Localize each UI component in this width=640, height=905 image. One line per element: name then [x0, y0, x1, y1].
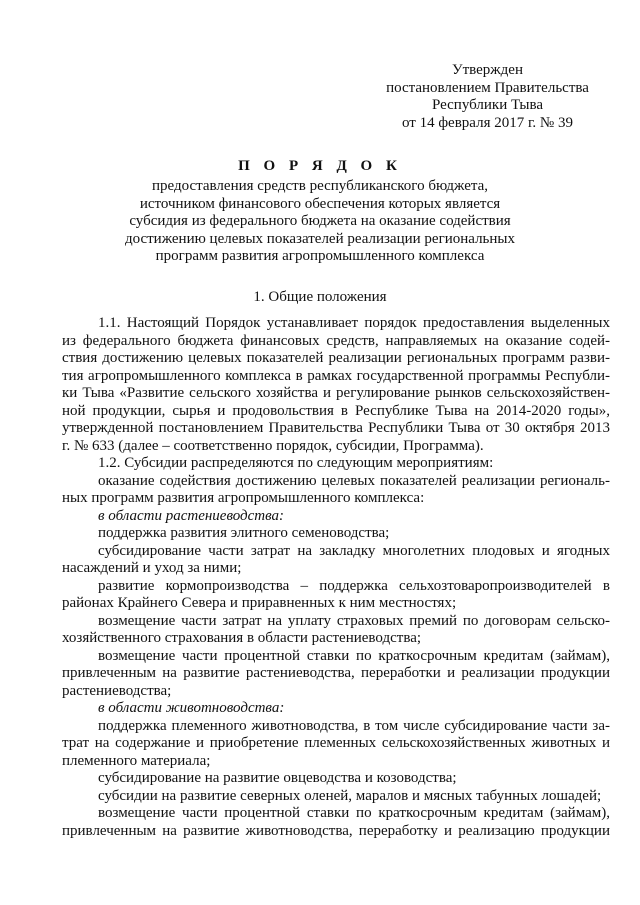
- subsection-label: в области растениеводства:: [98, 507, 285, 524]
- body-line: возмещение части процентной ставки по краткосрочным кредитам (займам),: [98, 647, 610, 664]
- body-line: районах Крайнего Севера и приравненных к ним местностях;: [62, 595, 457, 611]
- body-line: ки Тыва «Развитие сельского хозяйства и регулирование рынков сельскохозяйствен-: [62, 385, 610, 401]
- approval-line: Республики Тыва: [431, 97, 544, 114]
- document-body: [62, 315, 610, 840]
- body-line: ных программ развития агропромышленного комплекса:: [62, 490, 425, 506]
- subtitle-line: достижению целевых показателей реализации региональных: [124, 230, 516, 247]
- body-line: трат на содержание и приобретение племенных сельскохозяйственных животных и: [62, 735, 610, 751]
- body-line: субсидирование на развитие овцеводства и козоводства;: [98, 770, 457, 786]
- body-line: субсидирование части затрат на закладку многолетних плодовых и ягодных: [98, 542, 610, 559]
- body-line: хозяйственного страхования в области растениеводства;: [62, 630, 422, 646]
- body-line: развитие кормопроизводства – поддержка сельхозтоваропроизводителей в: [98, 577, 610, 594]
- body-line: привлеченным на развитие растениеводства, переработки и реализации продукции: [62, 665, 610, 681]
- body-line: из федерального бюджета финансовых средств, направляемых на оказание содей-: [62, 332, 610, 349]
- approval-stamp: [370, 62, 605, 132]
- document-subtitle: [60, 178, 580, 266]
- subsection-label: в области животноводства:: [98, 700, 285, 716]
- document-title: П О Р Я Д О К: [238, 158, 402, 174]
- body-line: поддержка племенного животноводства, в том числе субсидирование части за-: [98, 717, 610, 734]
- approval-line: от 14 февраля 2017 г. № 39: [401, 114, 573, 131]
- body-line: 1.2. Субсидии распределяются по следующим мероприятиям:: [98, 455, 494, 471]
- body-line: 1.1. Настоящий Порядок устанавливает порядок предоставления выделенных: [98, 315, 610, 331]
- subtitle-line: программ развития агропромышленного комплекса: [155, 248, 485, 265]
- section-heading: 1. Общие положения: [253, 289, 387, 305]
- body-line: племенного материала;: [62, 752, 211, 769]
- body-line: возмещение части процентной ставки по краткосрочным кредитам (займам),: [98, 805, 610, 821]
- body-line: ствия достижению целевых показателей реализации региональных программ разви-: [62, 350, 610, 366]
- approval-line: Утвержден: [451, 62, 523, 78]
- body-line: ной продукции, сырья и продовольствия в Республике Тыва на 2014-2020 годы»,: [62, 402, 610, 419]
- body-line: утвержденной постановлением Правительства Республики Тыва от 30 октября 2013: [62, 420, 610, 436]
- body-line: поддержка развития элитного семеноводства;: [98, 525, 390, 541]
- body-line: оказание содействия достижению целевых показателей реализации региональ-: [98, 472, 610, 489]
- body-line: субсидии на развитие северных оленей, маралов и мясных табунных лошадей;: [98, 787, 602, 804]
- body-line: г. № 633 (далее – соответственно порядок, субсидии, Программа).: [62, 437, 484, 454]
- approval-line: постановлением Правительства: [386, 79, 589, 96]
- subtitle-line: источником финансового обеспечения которых является: [139, 195, 501, 212]
- body-line: возмещение части затрат на уплату страховых премий по договорам сельско-: [98, 612, 610, 629]
- subtitle-line: субсидия из федерального бюджета на оказание содействия: [129, 213, 511, 230]
- body-line: насаждений и уход за ними;: [62, 560, 242, 576]
- subtitle-line: предоставления средств республиканского бюджета,: [152, 178, 488, 194]
- body-line: растениеводства;: [62, 682, 172, 699]
- body-line: привлеченным на развитие животноводства, переработку и реализацию продукции: [62, 822, 610, 839]
- body-line: тия агропромышленного комплекса в рамках государственной программы Республи-: [62, 367, 610, 384]
